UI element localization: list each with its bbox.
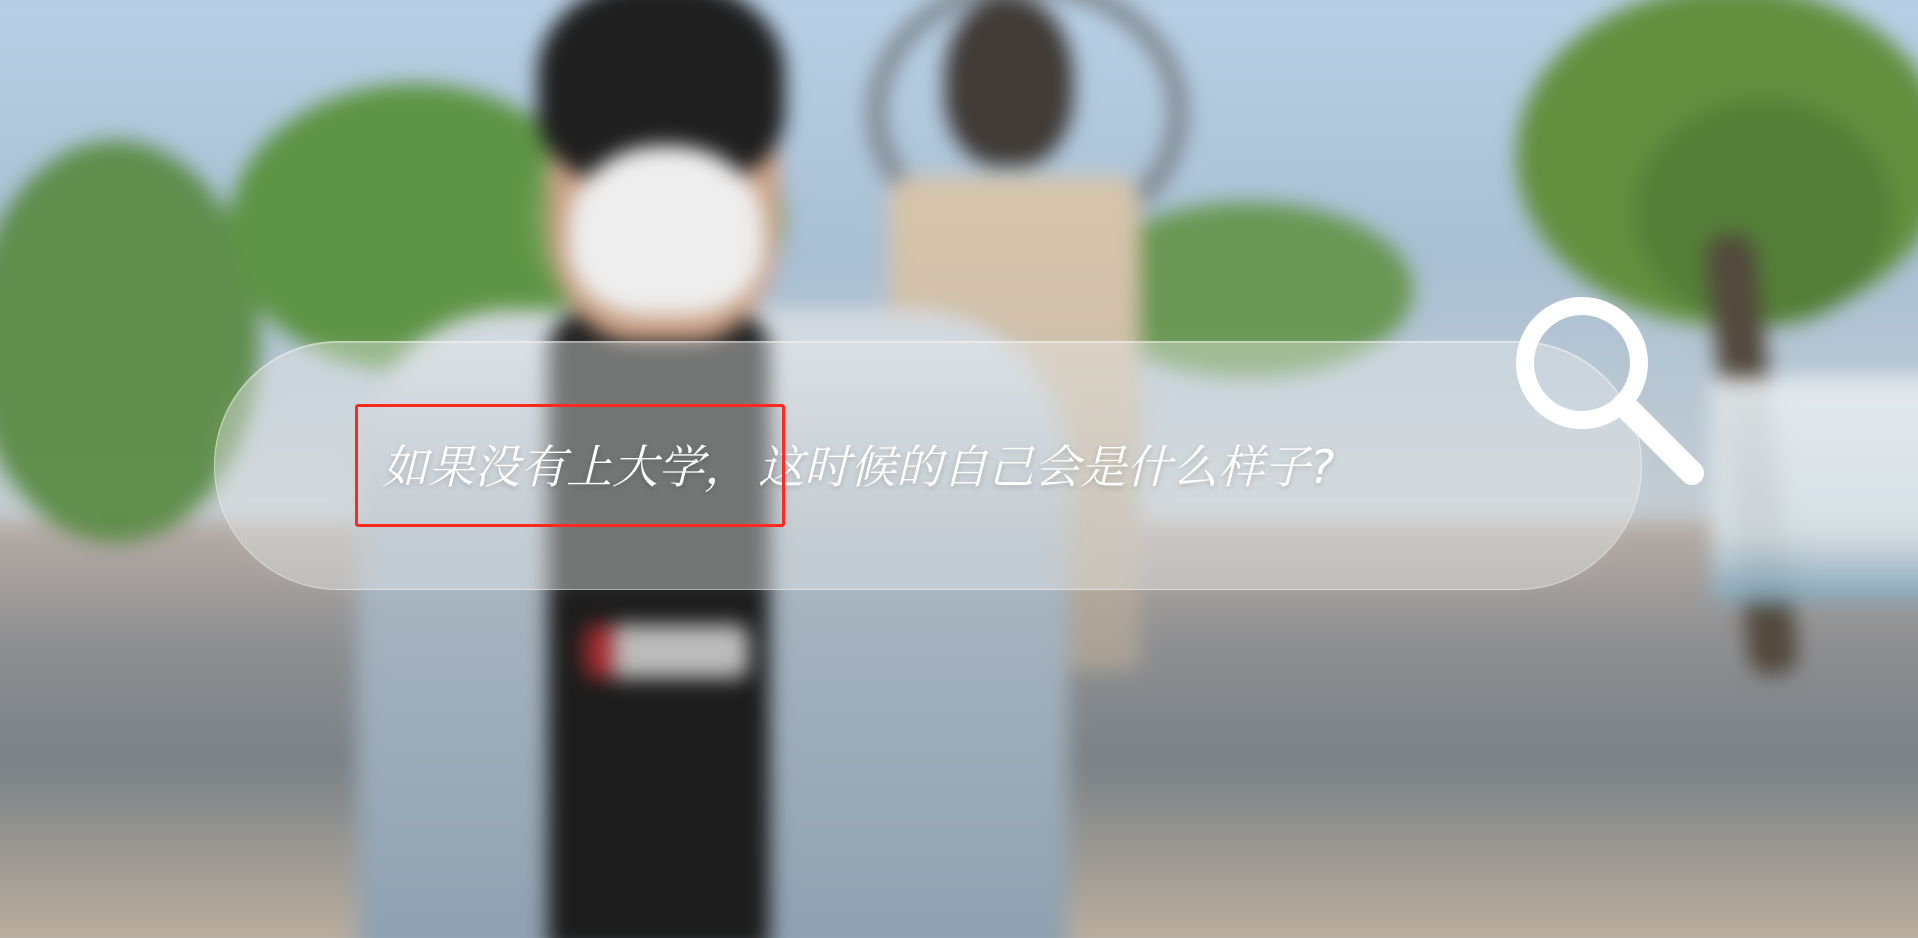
highlighted-query: 如果没有上大学，: [382, 440, 750, 494]
search-icon: [1496, 281, 1726, 511]
highlight-box: [355, 404, 785, 527]
face-mask: [569, 146, 765, 316]
shirt-print: [584, 625, 749, 679]
background-sign: [1712, 377, 1918, 604]
remaining-query: 这时候的自己会是什么样子?: [758, 440, 1335, 494]
monument-statue: [945, 0, 1074, 166]
